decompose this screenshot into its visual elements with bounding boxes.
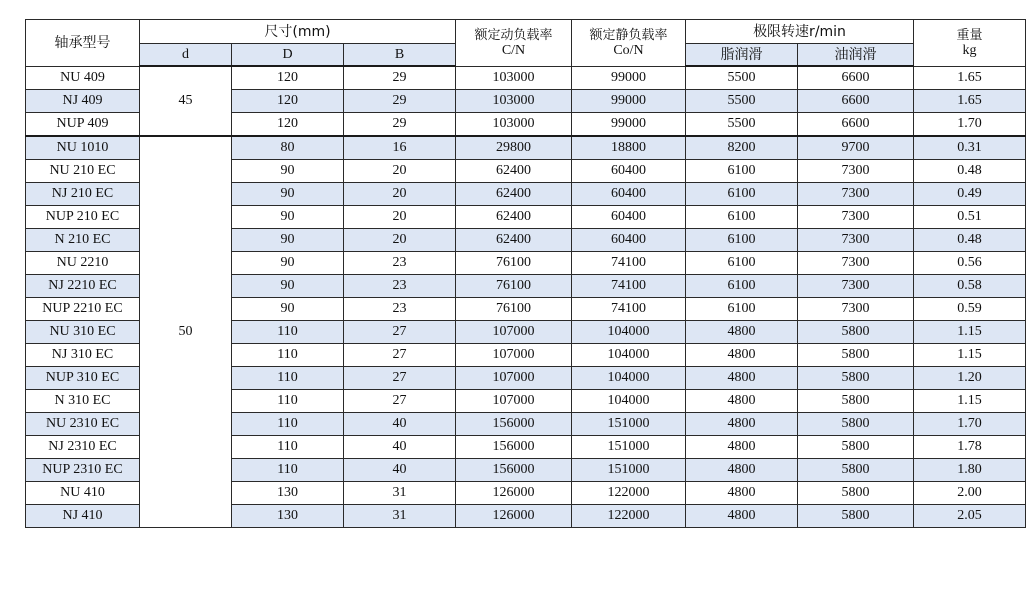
cell-weight: 1.15	[914, 390, 1026, 413]
cell-model: N 310 EC	[26, 390, 140, 413]
cell-B: 31	[344, 482, 456, 505]
cell-model: NJ 2210 EC	[26, 275, 140, 298]
cell-oil-speed: 6600	[798, 66, 914, 90]
cell-D: 110	[232, 344, 344, 367]
cell-dynamic-load: 107000	[456, 390, 572, 413]
cell-dynamic-load: 62400	[456, 206, 572, 229]
cell-B: 27	[344, 390, 456, 413]
cell-D: 120	[232, 113, 344, 137]
cell-dynamic-load: 62400	[456, 229, 572, 252]
cell-model: NU 210 EC	[26, 160, 140, 183]
cell-B: 16	[344, 136, 456, 160]
cell-static-load: 60400	[572, 160, 686, 183]
cell-B: 40	[344, 436, 456, 459]
cell-weight: 0.48	[914, 160, 1026, 183]
cell-weight: 0.59	[914, 298, 1026, 321]
cell-grease-speed: 4800	[686, 367, 798, 390]
cell-weight: 1.20	[914, 367, 1026, 390]
cell-model: NUP 310 EC	[26, 367, 140, 390]
cell-weight: 0.31	[914, 136, 1026, 160]
cell-B: 27	[344, 344, 456, 367]
cell-grease-speed: 6100	[686, 252, 798, 275]
static-load-unit: Co/N	[613, 42, 644, 58]
cell-model: NU 410	[26, 482, 140, 505]
cell-dynamic-load: 62400	[456, 183, 572, 206]
cell-dynamic-load: 103000	[456, 66, 572, 90]
cell-oil-speed: 6600	[798, 90, 914, 113]
col-header-weight	[914, 20, 1026, 67]
cell-D: 90	[232, 298, 344, 321]
cell-oil-speed: 7300	[798, 183, 914, 206]
table-row	[26, 66, 1026, 90]
cell-dynamic-load: 126000	[456, 505, 572, 528]
cell-grease-speed: 6100	[686, 275, 798, 298]
cell-static-load: 122000	[572, 482, 686, 505]
bearing-spec-table	[25, 19, 1026, 528]
cell-D: 80	[232, 136, 344, 160]
cell-B: 29	[344, 113, 456, 137]
cell-weight: 1.15	[914, 321, 1026, 344]
cell-D: 110	[232, 321, 344, 344]
cell-D: 130	[232, 505, 344, 528]
cell-static-load: 74100	[572, 275, 686, 298]
cell-model: NU 2310 EC	[26, 413, 140, 436]
cell-dynamic-load: 156000	[456, 436, 572, 459]
cell-D: 90	[232, 229, 344, 252]
cell-dynamic-load: 76100	[456, 298, 572, 321]
cell-D: 90	[232, 160, 344, 183]
cell-model: NJ 410	[26, 505, 140, 528]
cell-oil-speed: 5800	[798, 505, 914, 528]
cell-weight: 0.56	[914, 252, 1026, 275]
cell-D: 110	[232, 413, 344, 436]
cell-weight: 1.15	[914, 344, 1026, 367]
cell-static-load: 104000	[572, 390, 686, 413]
cell-oil-speed: 5800	[798, 482, 914, 505]
cell-oil-speed: 7300	[798, 206, 914, 229]
cell-weight: 0.48	[914, 229, 1026, 252]
col-header-d: d	[140, 44, 232, 67]
col-header-static-load	[572, 20, 686, 67]
col-header-dynamic-load	[456, 20, 572, 67]
cell-oil-speed: 6600	[798, 113, 914, 137]
cell-B: 31	[344, 505, 456, 528]
cell-oil-speed: 5800	[798, 413, 914, 436]
cell-dynamic-load: 103000	[456, 113, 572, 137]
weight-unit: kg	[962, 42, 977, 58]
cell-weight: 2.00	[914, 482, 1026, 505]
cell-B: 27	[344, 367, 456, 390]
cell-grease-speed: 4800	[686, 505, 798, 528]
cell-dynamic-load: 29800	[456, 136, 572, 160]
static-load-label: 额定静负载率	[589, 27, 668, 43]
cell-B: 29	[344, 66, 456, 90]
cell-model: NU 1010	[26, 136, 140, 160]
cell-dynamic-load: 62400	[456, 160, 572, 183]
cell-weight: 2.05	[914, 505, 1026, 528]
cell-oil-speed: 5800	[798, 390, 914, 413]
cell-weight: 0.49	[914, 183, 1026, 206]
cell-model: NJ 409	[26, 90, 140, 113]
cell-oil-speed: 9700	[798, 136, 914, 160]
cell-static-load: 74100	[572, 252, 686, 275]
cell-D: 90	[232, 183, 344, 206]
cell-grease-speed: 4800	[686, 344, 798, 367]
cell-static-load: 151000	[572, 436, 686, 459]
cell-grease-speed: 5500	[686, 90, 798, 113]
col-header-size-group: 尺寸(mm)	[140, 20, 456, 44]
cell-dynamic-load: 107000	[456, 344, 572, 367]
col-header-oil: 油润滑	[798, 44, 914, 67]
col-header-grease: 脂润滑	[686, 44, 798, 67]
cell-model: NU 2210	[26, 252, 140, 275]
cell-model: NJ 2310 EC	[26, 436, 140, 459]
cell-static-load: 60400	[572, 229, 686, 252]
cell-D: 110	[232, 459, 344, 482]
cell-static-load: 104000	[572, 367, 686, 390]
cell-weight: 1.70	[914, 413, 1026, 436]
cell-static-load: 99000	[572, 66, 686, 90]
col-header-D: D	[232, 44, 344, 67]
cell-grease-speed: 8200	[686, 136, 798, 160]
cell-weight: 1.80	[914, 459, 1026, 482]
cell-oil-speed: 7300	[798, 229, 914, 252]
cell-model: NJ 310 EC	[26, 344, 140, 367]
cell-B: 23	[344, 275, 456, 298]
cell-D: 120	[232, 90, 344, 113]
cell-B: 20	[344, 160, 456, 183]
cell-oil-speed: 5800	[798, 459, 914, 482]
dynamic-load-unit: C/N	[501, 42, 526, 58]
cell-dynamic-load: 156000	[456, 459, 572, 482]
cell-grease-speed: 6100	[686, 229, 798, 252]
cell-static-load: 18800	[572, 136, 686, 160]
cell-B: 40	[344, 459, 456, 482]
cell-grease-speed: 4800	[686, 459, 798, 482]
cell-dynamic-load: 76100	[456, 275, 572, 298]
table-header	[26, 20, 1026, 67]
cell-grease-speed: 6100	[686, 298, 798, 321]
table-body	[26, 66, 1026, 528]
cell-weight: 1.78	[914, 436, 1026, 459]
cell-weight: 1.65	[914, 66, 1026, 90]
cell-static-load: 60400	[572, 183, 686, 206]
col-header-B: B	[344, 44, 456, 67]
cell-D: 110	[232, 390, 344, 413]
cell-grease-speed: 4800	[686, 482, 798, 505]
cell-static-load: 122000	[572, 505, 686, 528]
cell-dynamic-load: 156000	[456, 413, 572, 436]
cell-D: 90	[232, 252, 344, 275]
cell-oil-speed: 7300	[798, 298, 914, 321]
cell-grease-speed: 5500	[686, 113, 798, 137]
cell-D: 110	[232, 436, 344, 459]
cell-grease-speed: 6100	[686, 183, 798, 206]
cell-D: 90	[232, 275, 344, 298]
cell-static-load: 151000	[572, 413, 686, 436]
cell-static-load: 99000	[572, 113, 686, 137]
cell-D: 130	[232, 482, 344, 505]
cell-oil-speed: 5800	[798, 436, 914, 459]
cell-model: NUP 210 EC	[26, 206, 140, 229]
cell-model: NU 409	[26, 66, 140, 90]
cell-B: 23	[344, 298, 456, 321]
cell-oil-speed: 7300	[798, 252, 914, 275]
cell-grease-speed: 4800	[686, 321, 798, 344]
weight-label: 重量	[956, 27, 983, 43]
cell-static-load: 60400	[572, 206, 686, 229]
cell-oil-speed: 7300	[798, 275, 914, 298]
cell-dynamic-load: 107000	[456, 367, 572, 390]
cell-d: 45	[140, 66, 232, 136]
cell-grease-speed: 5500	[686, 66, 798, 90]
cell-static-load: 74100	[572, 298, 686, 321]
cell-D: 120	[232, 66, 344, 90]
dynamic-load-label: 额定动负载率	[474, 27, 553, 43]
cell-B: 20	[344, 183, 456, 206]
cell-grease-speed: 4800	[686, 436, 798, 459]
cell-weight: 0.51	[914, 206, 1026, 229]
cell-grease-speed: 4800	[686, 413, 798, 436]
cell-dynamic-load: 76100	[456, 252, 572, 275]
cell-model: NUP 2210 EC	[26, 298, 140, 321]
cell-D: 90	[232, 206, 344, 229]
cell-B: 20	[344, 206, 456, 229]
cell-oil-speed: 7300	[798, 160, 914, 183]
cell-weight: 0.58	[914, 275, 1026, 298]
cell-weight: 1.65	[914, 90, 1026, 113]
cell-B: 27	[344, 321, 456, 344]
cell-static-load: 99000	[572, 90, 686, 113]
cell-model: N 210 EC	[26, 229, 140, 252]
cell-B: 20	[344, 229, 456, 252]
cell-model: NUP 409	[26, 113, 140, 137]
cell-static-load: 104000	[572, 344, 686, 367]
cell-d: 50	[140, 136, 232, 528]
cell-B: 29	[344, 90, 456, 113]
cell-grease-speed: 6100	[686, 206, 798, 229]
cell-model: NUP 2310 EC	[26, 459, 140, 482]
cell-oil-speed: 5800	[798, 321, 914, 344]
cell-B: 40	[344, 413, 456, 436]
cell-dynamic-load: 103000	[456, 90, 572, 113]
cell-static-load: 151000	[572, 459, 686, 482]
cell-dynamic-load: 126000	[456, 482, 572, 505]
col-header-model: 轴承型号	[26, 20, 140, 67]
cell-oil-speed: 5800	[798, 367, 914, 390]
cell-grease-speed: 4800	[686, 390, 798, 413]
cell-model: NU 310 EC	[26, 321, 140, 344]
cell-dynamic-load: 107000	[456, 321, 572, 344]
table-row	[26, 136, 1026, 160]
cell-oil-speed: 5800	[798, 344, 914, 367]
cell-grease-speed: 6100	[686, 160, 798, 183]
cell-model: NJ 210 EC	[26, 183, 140, 206]
cell-static-load: 104000	[572, 321, 686, 344]
cell-B: 23	[344, 252, 456, 275]
cell-D: 110	[232, 367, 344, 390]
cell-weight: 1.70	[914, 113, 1026, 137]
col-header-speed-group: 极限转速r/min	[686, 20, 914, 44]
